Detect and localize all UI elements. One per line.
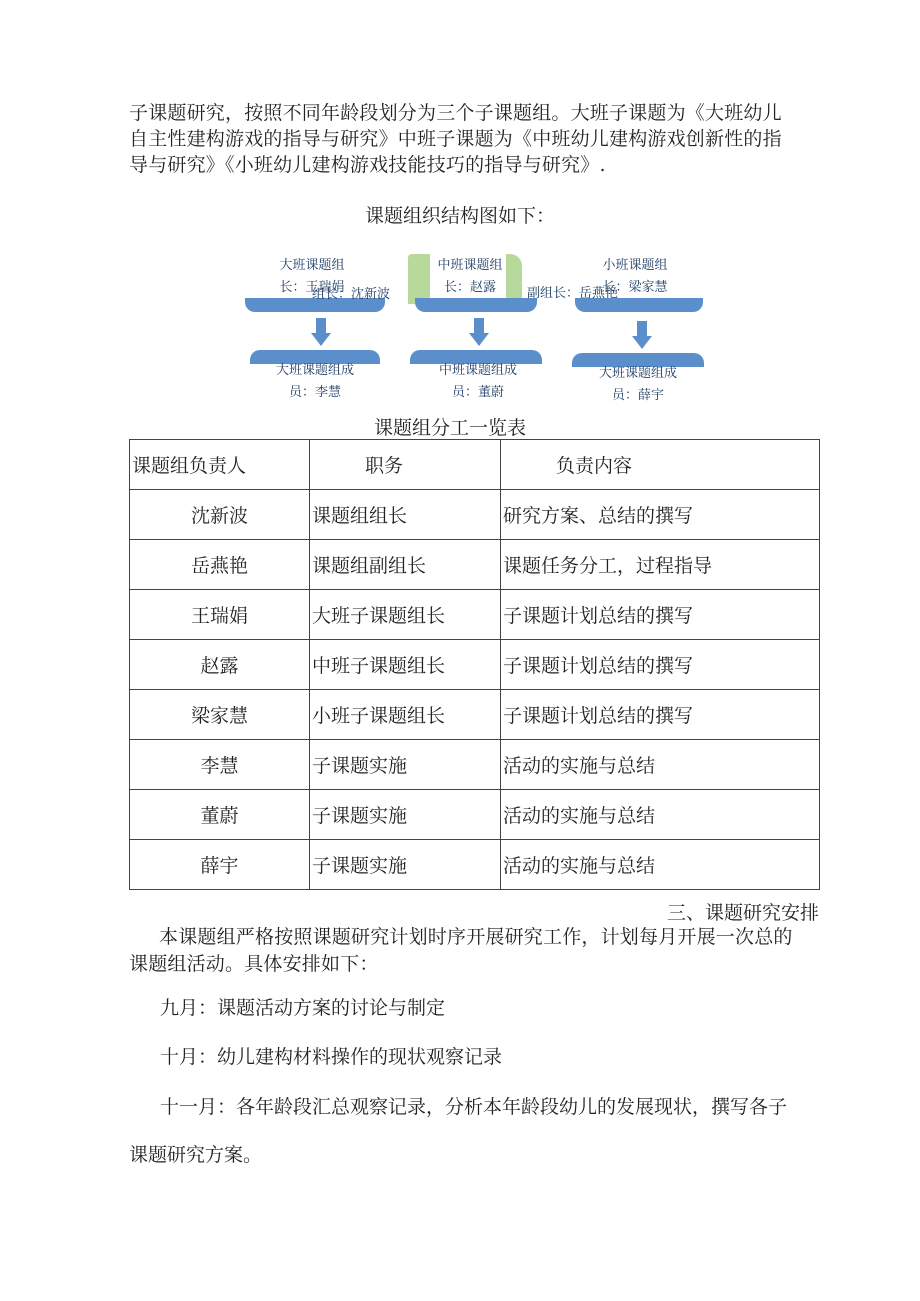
table-row xyxy=(130,590,820,640)
table-row xyxy=(130,490,820,540)
header-cell: 职务 xyxy=(310,440,501,490)
down-arrow-icon xyxy=(469,318,489,346)
table-cell: 薛宇 xyxy=(130,840,310,890)
section-intro-line: 课题组活动。具体安排如下： xyxy=(129,953,379,975)
table-cell: 课题组副组长 xyxy=(310,540,501,590)
roles-table xyxy=(129,439,820,890)
table-cell: 沈新波 xyxy=(130,490,310,540)
group-leader-label: 中班课题组 长：赵露 xyxy=(437,258,503,295)
intro-paragraph xyxy=(129,100,819,178)
table-cell: 王瑞娟 xyxy=(130,590,310,640)
table-row xyxy=(130,690,820,740)
table-cell: 中班子课题组长 xyxy=(310,640,501,690)
intro-line: 导与研究》《小班幼儿建构游戏技能技巧的指导与研究》. xyxy=(129,154,606,176)
table-cell: 活动的实施与总结 xyxy=(501,740,820,790)
table-cell: 研究方案、总结的撰写 xyxy=(501,490,820,540)
header-cell: 负责内容 xyxy=(501,440,820,490)
table-title: 课题组分工一览表 xyxy=(373,417,526,439)
table-cell: 子课题计划总结的撰写 xyxy=(501,690,820,740)
table-cell: 董蔚 xyxy=(130,790,310,840)
schedule-september: 九月：课题活动方案的讨论与制定 xyxy=(160,997,446,1019)
table-row xyxy=(130,540,820,590)
schedule-october: 十月：幼儿建构材料操作的现状观察记录 xyxy=(160,1046,503,1068)
group-leader-label: 大班课题组 长：王瑞娟 xyxy=(279,258,345,295)
intro-line: 子课题研究，按照不同年龄段划分为三个子课题组。大班子课题为《大班幼儿 xyxy=(129,102,782,124)
group-member-label: 中班课题组成 员：董蔚 xyxy=(438,363,517,400)
table-cell: 活动的实施与总结 xyxy=(501,840,820,890)
table-cell: 子课题实施 xyxy=(310,790,501,840)
table-cell: 岳燕艳 xyxy=(130,540,310,590)
schedule-november-cont: 课题研究方案。 xyxy=(129,1144,263,1166)
table-cell: 活动的实施与总结 xyxy=(501,790,820,840)
section-heading: 三、课题研究安排 xyxy=(666,902,819,924)
table-cell: 赵露 xyxy=(130,640,310,690)
down-arrow-icon xyxy=(311,318,331,346)
table-cell: 大班子课题组长 xyxy=(310,590,501,640)
down-arrow-icon xyxy=(632,321,652,349)
group-leader-label: 小班课题组 长：梁家慧 xyxy=(602,258,668,295)
org-chart-title: 课题组织结构图如下： xyxy=(364,205,555,227)
deputy-leader-label: 副组长：岳燕艳 xyxy=(527,286,619,301)
header-cell: 课题组负责人 xyxy=(130,440,310,490)
table-row xyxy=(130,740,820,790)
chief-leader-label: 组长：沈新波 xyxy=(312,287,391,302)
table-cell: 子课题实施 xyxy=(310,840,501,890)
table-cell: 子课题计划总结的撰写 xyxy=(501,640,820,690)
table-cell: 梁家慧 xyxy=(130,690,310,740)
table-cell: 李慧 xyxy=(130,740,310,790)
intro-line: 自主性建构游戏的指导与研究》中班子课题为《中班幼儿建构游戏创新性的指 xyxy=(129,128,782,150)
table-row xyxy=(130,640,820,690)
table-header-row xyxy=(130,440,820,490)
table-cell: 课题组组长 xyxy=(310,490,501,540)
table-cell: 课题任务分工，过程指导 xyxy=(501,540,820,590)
group-member-label: 大班课题组成 员：薛宇 xyxy=(598,366,677,403)
group-member-label: 大班课题组成 员：李慧 xyxy=(275,363,354,400)
section-intro-line: 本课题组严格按照课题研究计划时序开展研究工作，计划每月开展一次总的 xyxy=(159,926,793,948)
group-bar-top xyxy=(415,298,537,312)
section-intro xyxy=(129,924,819,978)
table-cell: 子课题实施 xyxy=(310,740,501,790)
table-row xyxy=(130,790,820,840)
schedule-november: 十一月：各年龄段汇总观察记录，分析本年龄段幼儿的发展现状，撰写各子 xyxy=(160,1096,788,1118)
table-row xyxy=(130,840,820,890)
table-cell: 小班子课题组长 xyxy=(310,690,501,740)
table-cell: 子课题计划总结的撰写 xyxy=(501,590,820,640)
